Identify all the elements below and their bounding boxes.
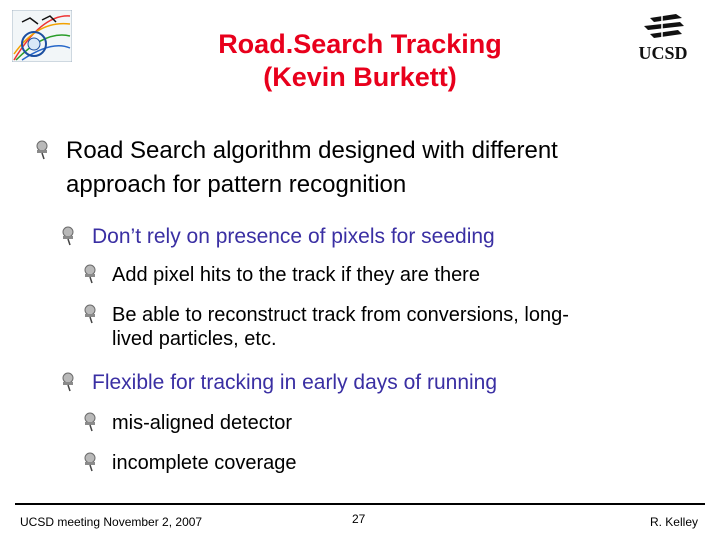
bullet-item (112, 303, 569, 351)
pushpin-bullet-icon (60, 372, 76, 392)
bullet-item (112, 451, 297, 475)
bullet-item (112, 411, 292, 435)
page-number: 27 (352, 512, 366, 526)
pushpin-bullet-icon (82, 452, 98, 472)
bullet-item (112, 263, 480, 287)
cms-logo-icon (12, 10, 72, 62)
bullet-text-line: Road Search algorithm designed with different (66, 137, 558, 164)
ucsd-logo (628, 12, 698, 64)
bullet-text-line: approach for pattern recognition (66, 171, 407, 198)
pushpin-bullet-icon (60, 226, 76, 246)
bullet-text-line: Add pixel hits to the track if they are there (112, 264, 480, 286)
footer-divider (15, 503, 705, 505)
title-line-2: (Kevin Burkett) (263, 62, 457, 92)
ucsd-logo-text: UCSD (638, 43, 688, 63)
title-line-1: Road.Search Tracking (218, 29, 502, 59)
bullet-text-line: Be able to reconstruct track from conversions, long- (112, 304, 569, 326)
bullet-text-line: incomplete coverage (112, 452, 297, 474)
bullet-item (92, 224, 495, 250)
footer-author: R. Kelley (649, 515, 698, 529)
pushpin-bullet-icon (82, 304, 98, 324)
bullet-text-line: Flexible for tracking in early days of running (92, 371, 498, 394)
bullet-item (92, 370, 497, 396)
bullet-text-line: Don’t rely on presence of pixels for seeding (92, 225, 495, 248)
bullet-text-line: mis-aligned detector (112, 412, 293, 434)
bullet-text-line: lived particles, etc. (112, 328, 277, 350)
ucsd-emblem-icon (628, 12, 698, 64)
footer-meeting-info: UCSD meeting November 2, 2007 (20, 515, 203, 529)
pushpin-bullet-icon (82, 264, 98, 284)
pushpin-bullet-icon (34, 140, 50, 160)
slide-title (140, 28, 580, 94)
bullet-item (66, 134, 706, 202)
pushpin-bullet-icon (82, 412, 98, 432)
